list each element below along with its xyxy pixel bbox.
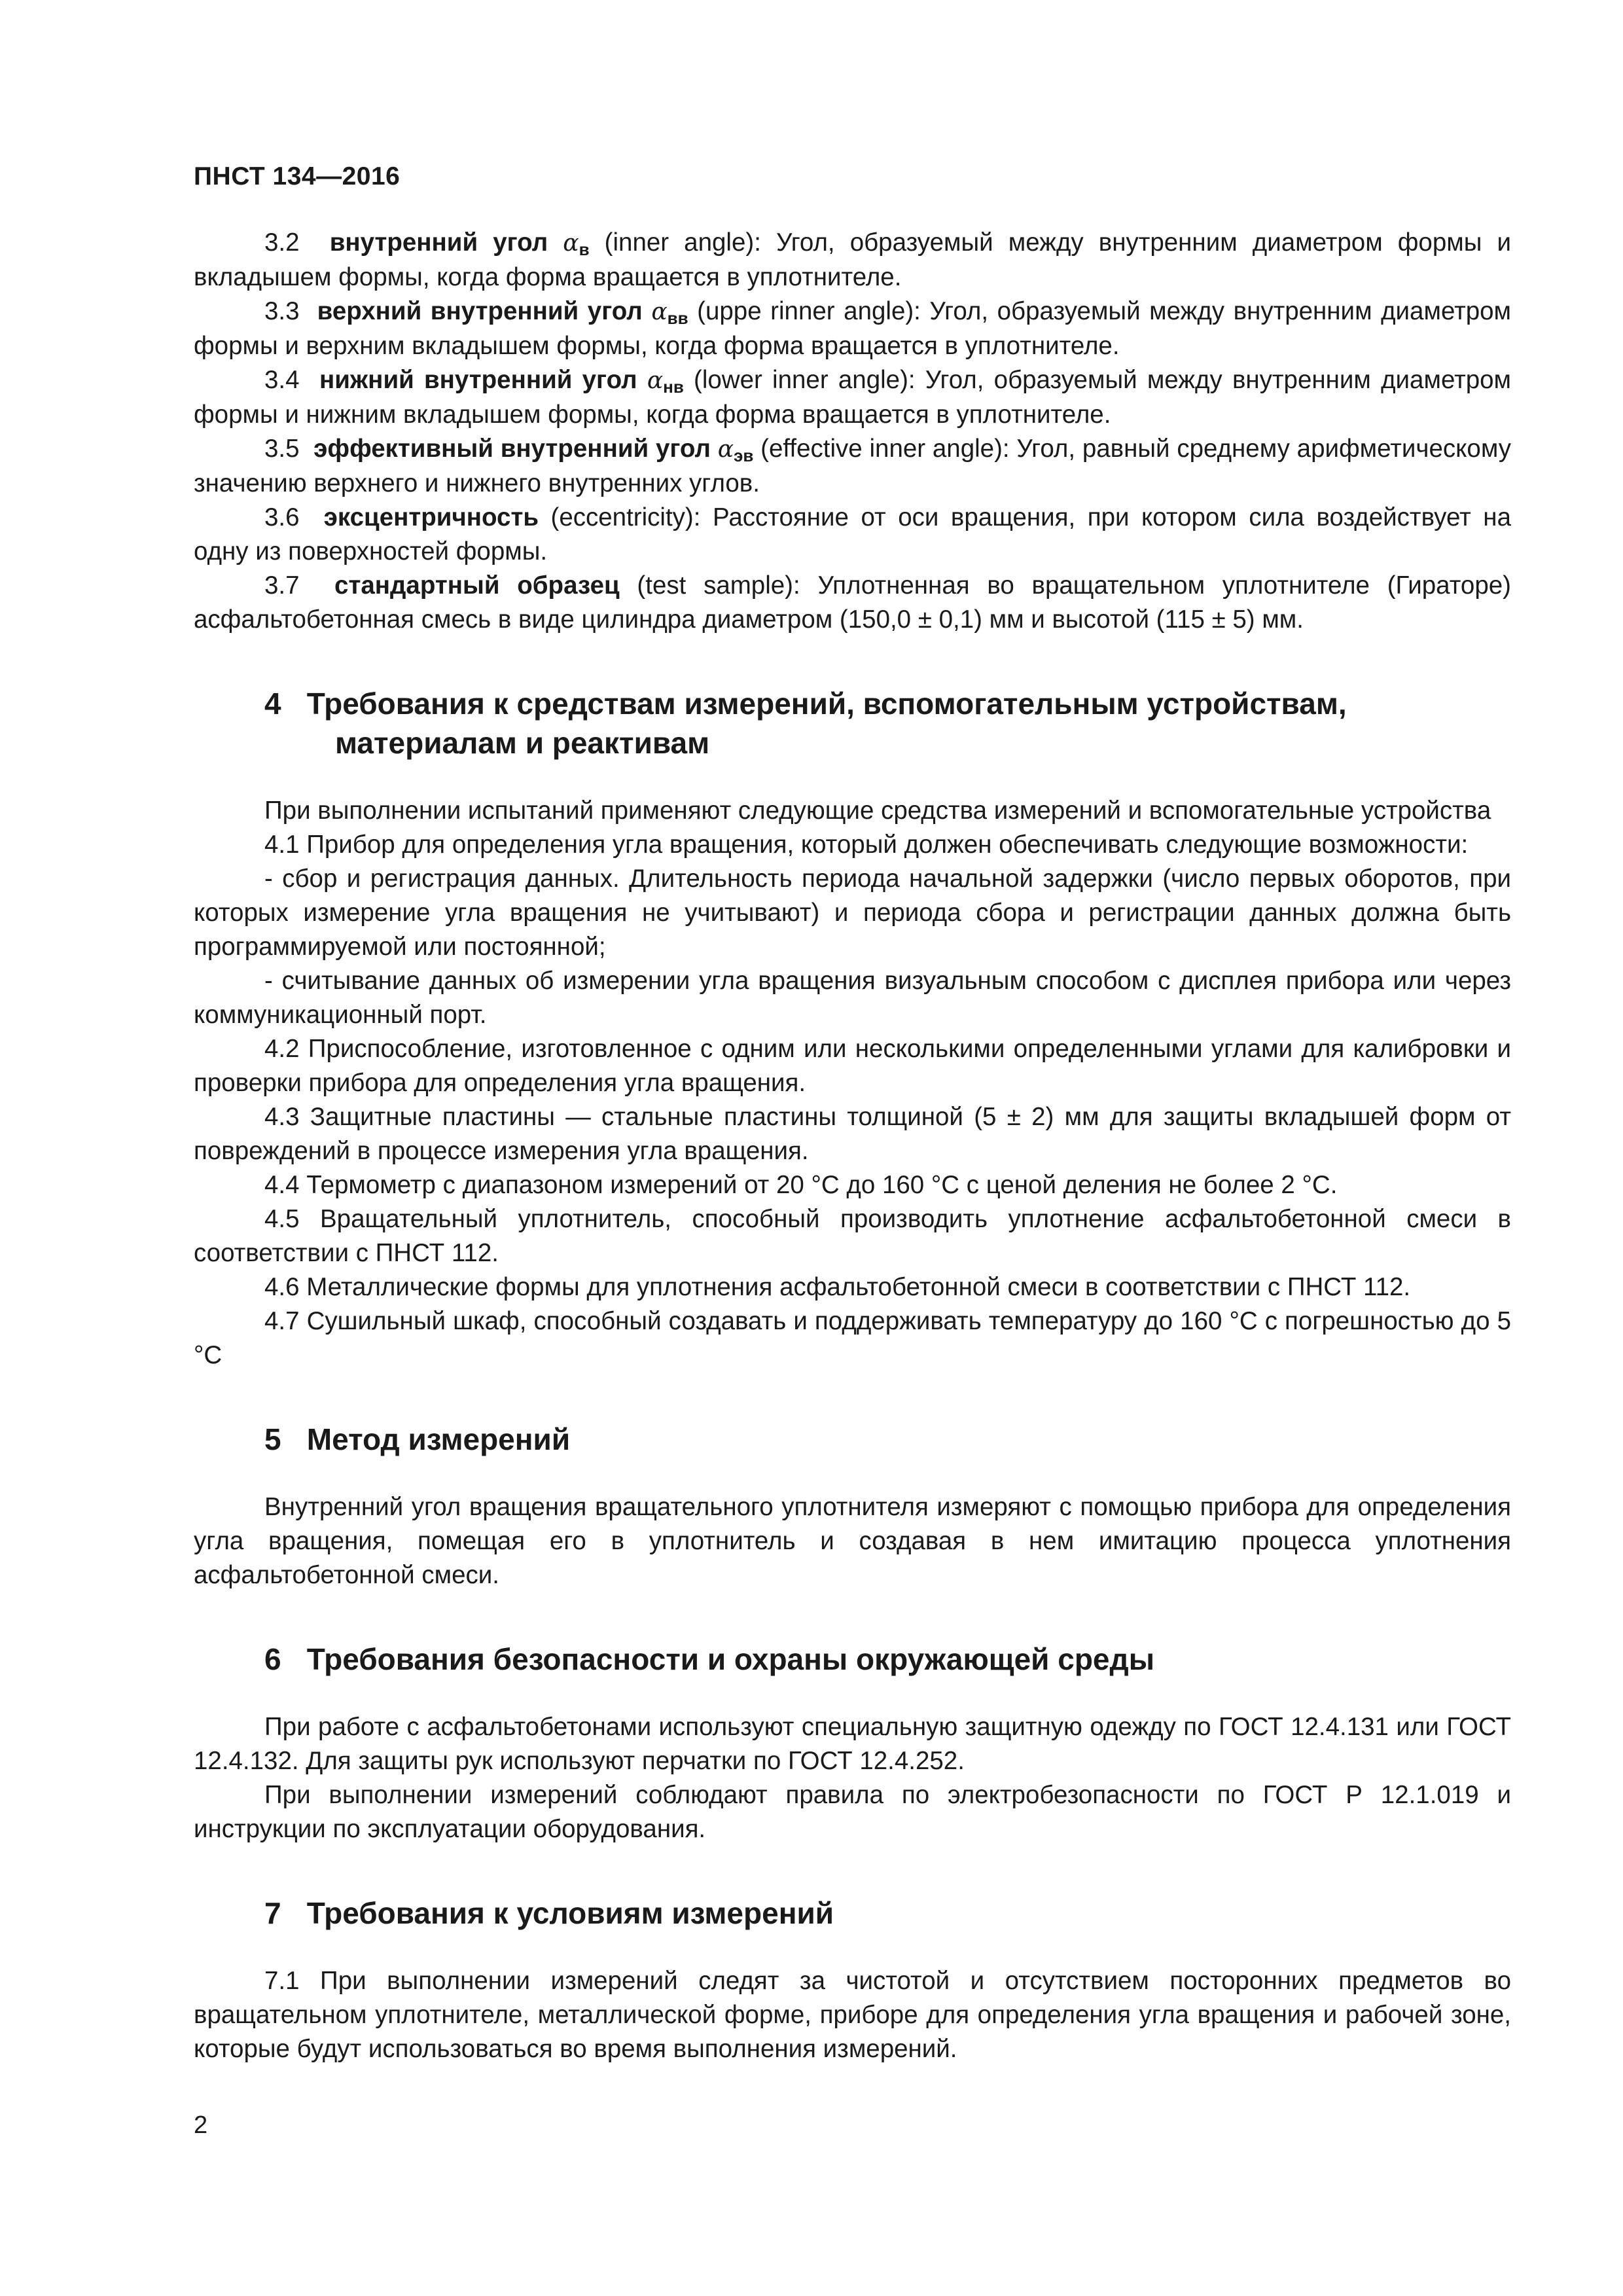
- def-num: 3.7: [264, 571, 300, 600]
- section-number: 5: [264, 1422, 281, 1456]
- alpha-subscript: вв: [667, 308, 688, 328]
- def-text: (uppe rinner angle): Угол, образуемый между внутренним диаметром формы и верхним вкладышем формы, когда форма вращается в уплотнителе.: [194, 297, 1511, 360]
- section-number: 7: [264, 1896, 281, 1930]
- section-number: 4: [264, 687, 281, 721]
- definition-3-7: [194, 569, 1511, 637]
- definition-3-5: [194, 432, 1511, 501]
- def-term: эксцентричность: [323, 503, 539, 531]
- section-title: Требования к условиям измерений: [306, 1896, 834, 1930]
- section-title: Требования безопасности и охраны окружающей среды: [306, 1642, 1154, 1676]
- definition-3-3: [194, 295, 1511, 363]
- alpha-subscript: в: [579, 240, 590, 259]
- def-term: эффективный внутренний угол: [313, 435, 711, 463]
- section-6-paragraph-1: При работе с асфальтобетонами используют специальную защитную одежду по ГОСТ 12.4.131 или ГОСТ 12.4.132. Для защиты рук используют перчатки по ГОСТ 12.4.252.: [194, 1713, 1511, 1775]
- section-4-item-4-3: 4.3 Защитные пластины — стальные пластины толщиной (5 ± 2) мм для защиты вкладышей форм от повреждений в процессе измерения угла вращения.: [194, 1103, 1511, 1165]
- alpha-subscript: нв: [663, 377, 684, 397]
- section-6-heading: [264, 1640, 1511, 1679]
- alpha-symbol: α: [647, 367, 664, 394]
- page-number: 2: [194, 2111, 208, 2139]
- def-term: нижний внутренний угол: [319, 366, 637, 394]
- definition-3-4: [194, 363, 1511, 432]
- page-body: [194, 226, 1511, 2066]
- def-term: стандартный образец: [334, 571, 620, 600]
- section-4-item-4-6: 4.6 Металлические формы для уплотнения асфальтобетонной смеси в соответствии с ПНСТ 112.: [264, 1273, 1411, 1301]
- section-4-item-4-7: 4.7 Сушильный шкаф, способный создавать и поддерживать температуру до 160 °С с погрешностью до 5 °С: [194, 1307, 1511, 1369]
- section-4-heading: [264, 684, 1511, 762]
- section-7-item-7-1: 7.1 При выполнении измерений следят за чистотой и отсутствием посторонних предметов во вращательном уплотнителе, металлической форме, приборе для определения угла вращения и рабочей зоне, которые будут использоваться во время выполнения измерений.: [194, 1967, 1511, 2063]
- definition-3-2: [194, 226, 1511, 295]
- def-text: (test sample): Уплотненная во вращательном уплотнителе (Гираторе) асфальтобетонная смесь в виде цилиндра диаметром (150,0 ± 0,1) мм и высотой (115 ± 5) мм.: [194, 571, 1511, 634]
- definition-3-6: [194, 501, 1511, 569]
- section-title: Требования к средствам измерений, вспомогательным устройствам, материалам и реактивам: [306, 687, 1347, 760]
- alpha-symbol: α: [563, 230, 579, 257]
- section-4-bullet-2: - считывание данных об измерении угла вращения визуальным способом с дисплея прибора или через коммуникационный порт.: [194, 967, 1511, 1029]
- section-5-heading: [264, 1420, 1511, 1459]
- section-4-item-4-4: 4.4 Термометр с диапазоном измерений от 20 °С до 160 °С с ценой деления не более 2 °С.: [264, 1171, 1338, 1199]
- def-num: 3.2: [264, 228, 300, 257]
- section-title: Метод измерений: [306, 1422, 571, 1456]
- section-4-item-4-5: 4.5 Вращательный уплотнитель, способный производить уплотнение асфальтобетонной смеси в соответствии с ПНСТ 112.: [194, 1205, 1511, 1267]
- section-5-paragraph: Внутренний угол вращения вращательного уплотнителя измеряют с помощью прибора для определения угла вращения, помещая его в уплотнитель и создавая в нем имитацию процесса уплотнения асфальтобетонной смеси.: [194, 1493, 1511, 1589]
- section-4-bullet-1: - сбор и регистрация данных. Длительность периода начальной задержки (число первых оборотов, при которых измерение угла вращения не учитывают) и периода сбора и регистрации данных должна быть программируемой или постоянной;: [194, 865, 1511, 961]
- def-text: (lower inner angle): Угол, образуемый между внутренним диаметром формы и нижним вкладышем формы, когда форма вращается в уплотнителе.: [194, 366, 1511, 429]
- section-4-item-4-2: 4.2 Приспособление, изготовленное с одним или несколькими определенными углами для калибровки и проверки прибора для определения угла вращения.: [194, 1035, 1511, 1097]
- def-num: 3.4: [264, 366, 300, 394]
- alpha-symbol: α: [717, 436, 734, 463]
- section-4-intro: При выполнении испытаний применяют следующие средства измерений и вспомогательные устройства: [264, 797, 1491, 825]
- alpha-symbol: α: [651, 298, 668, 325]
- section-6-paragraph-2: При выполнении измерений соблюдают правила по электробезопасности по ГОСТ Р 12.1.019 и инструкции по эксплуатации оборудования.: [194, 1781, 1511, 1843]
- def-text: (eccentricity): Расстояние от оси вращения, при котором сила воздействует на одну из поверхностей формы.: [194, 503, 1511, 565]
- section-7-heading: [264, 1893, 1511, 1933]
- section-4-item-4-1: 4.1 Прибор для определения угла вращения, который должен обеспечивать следующие возможности:: [264, 831, 1469, 859]
- def-num: 3.5: [264, 435, 300, 463]
- def-term: внутренний угол: [329, 228, 548, 257]
- def-num: 3.3: [264, 297, 300, 325]
- alpha-subscript: эв: [734, 446, 754, 465]
- def-term: верхний внутренний угол: [317, 297, 643, 325]
- def-num: 3.6: [264, 503, 300, 531]
- def-text: (effective inner angle): Угол, равный среднему арифметическому значению верхнего и нижнего внутренних углов.: [194, 435, 1511, 497]
- document-code-header: ПНСТ 134—2016: [194, 162, 401, 190]
- def-text: (inner angle): Угол, образуемый между внутренним диаметром формы и вкладышем формы, когда форма вращается в уплотнителе.: [194, 228, 1511, 291]
- section-number: 6: [264, 1642, 281, 1676]
